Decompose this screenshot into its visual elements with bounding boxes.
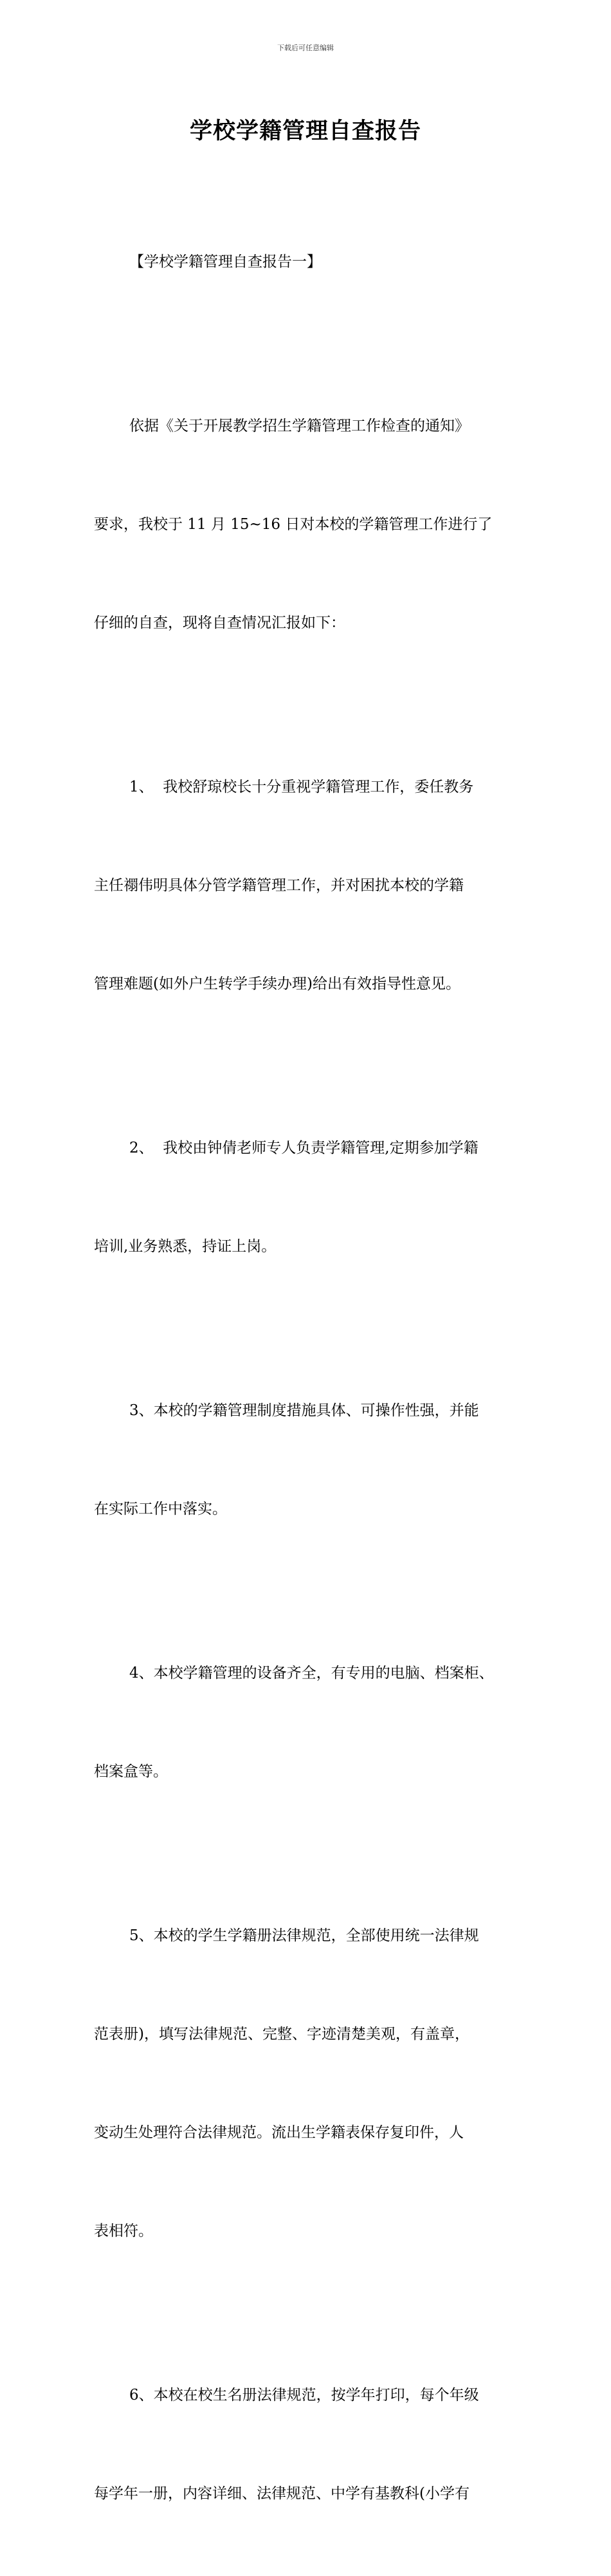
text-line: 5、本校的学生学籍册法律规范，全部使用统一法律规 bbox=[129, 1927, 479, 1944]
paragraph-item-3 bbox=[94, 1329, 525, 1591]
document-body bbox=[94, 180, 525, 2576]
text-line: 变动生处理符合法律规范。流出生学籍表保存复印件，人 bbox=[94, 2124, 464, 2141]
text-line: 每学年一册，内容详细、法律规范、中学有基教科(小学有 bbox=[94, 2485, 470, 2502]
text-line: 3、本校的学籍管理制度措施具体、可操作性强，并能 bbox=[129, 1402, 479, 1419]
text-line: 1、 我校舒琼校长十分重视学籍管理工作，委任教务 bbox=[129, 779, 474, 795]
paragraph-item-4 bbox=[94, 1591, 525, 1854]
text-line: 范表册)，填写法律规范、完整、字迹清楚美观，有盖章， bbox=[94, 2026, 470, 2043]
text-line: 表相符。 bbox=[94, 2223, 153, 2239]
text-line: 仔细的自查，现将自查情况汇报如下： bbox=[94, 615, 345, 631]
text-line: 培训,业务熟悉，持证上岗。 bbox=[94, 1238, 277, 1255]
paragraph-item-2 bbox=[94, 1066, 525, 1329]
header-note: 下载后可任意编辑 bbox=[277, 44, 334, 52]
paragraph-item-6 bbox=[94, 2313, 525, 2576]
text-line: 2、 我校由钟倩老师专人负责学籍管理,定期参加学籍 bbox=[129, 1140, 479, 1156]
text-line: 要求，我校于 11 月 15~16 日对本校的学籍管理工作进行了 bbox=[94, 516, 493, 533]
text-line: 4、本校学籍管理的设备齐全，有专用的电脑、档案柜、 bbox=[129, 1665, 494, 1682]
text-line: 在实际工作中落实。 bbox=[94, 1501, 227, 1517]
text-line: 6、本校在校生名册法律规范，按学年打印，每个年级 bbox=[129, 2387, 479, 2404]
text-line: 档案盒等。 bbox=[94, 1763, 168, 1780]
section-heading bbox=[94, 180, 525, 344]
document-title: 学校学籍管理自查报告 bbox=[189, 118, 421, 144]
paragraph-item-1 bbox=[94, 705, 525, 1066]
paragraph-intro bbox=[94, 344, 525, 705]
paragraph-item-5 bbox=[94, 1854, 525, 2313]
text-line: 【学校学籍管理自查报告一】 bbox=[129, 254, 322, 270]
text-line: 依据《关于开展教学招生学籍管理工作检查的通知》 bbox=[129, 418, 470, 434]
text-line: 主任禤伟明具体分管学籍管理工作，并对困扰本校的学籍 bbox=[94, 877, 464, 894]
text-line: 管理难题(如外户生转学手续办理)给出有效指导性意见。 bbox=[94, 976, 461, 992]
